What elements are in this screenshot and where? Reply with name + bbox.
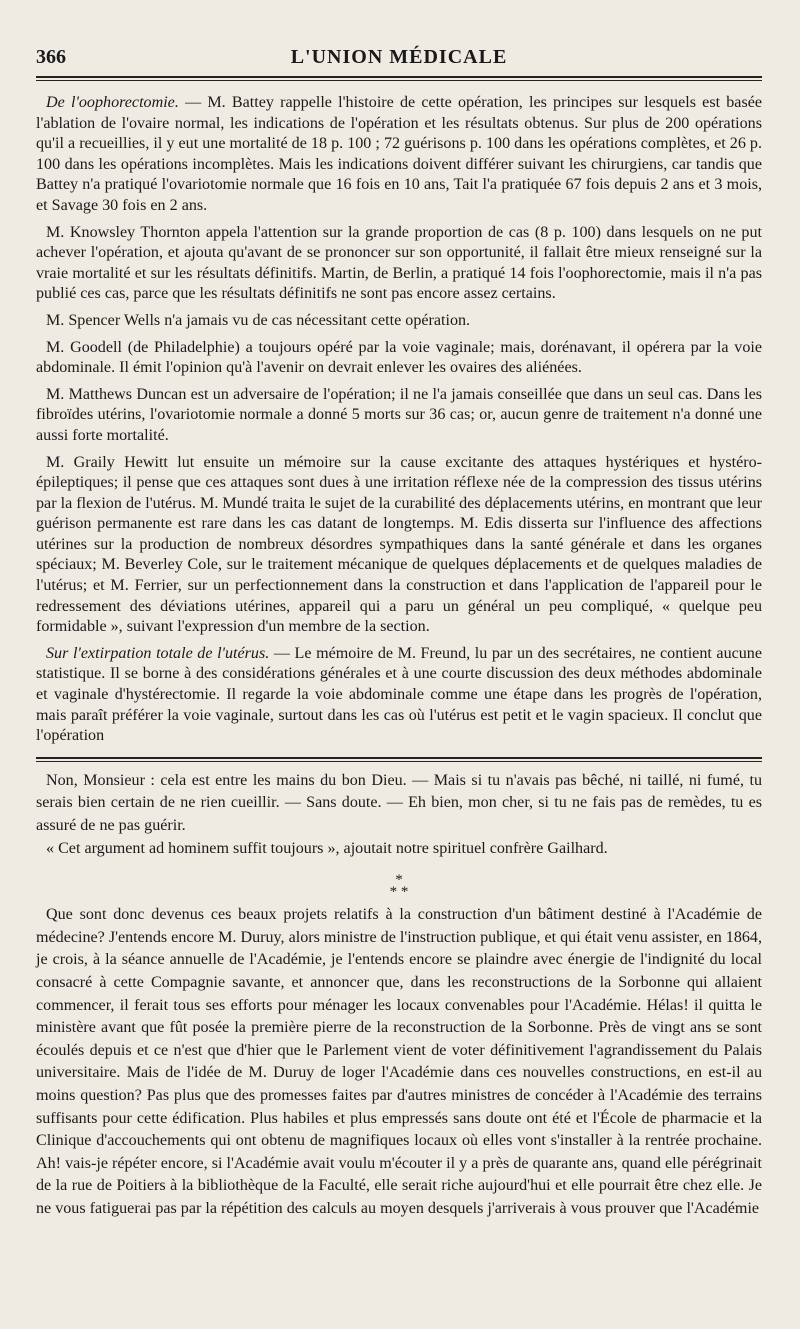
feuilleton-paragraph: Que sont donc devenus ces beaux projets relatifs à la construction d'un bâtiment destiné à l'Académie de médecine? J'entends encore M. Duruy, alors ministre de l'instruction publique, et qui était venu assister, en 1864, je crois, à la séance annuelle de l'Académie, je l'entends encore se plaindre avec énergie de l'indignité du local consacré à cette Compagnie savante, et annoncer que, dans les reconstructions de la Sorbonne qui allaient commencer, il ferait tous ses efforts pour ménager les locaux convenables pour l'Académie. Hélas! il quitta le ministère avant que fût posée la première pierre de la reconstruction de la Sorbonne. Près de vingt ans se sont écoulés depuis et ce n'est que d'hier que le Parlement vient de voter définitivement l'agrandissement du Palais universitaire. Mais de l'idée de M. Duruy de loger l'Académie dans ces nouvelles constructions, en est-il au moins question? Pas plus que des promesses faites par d'autres ministres de concéder à l'Académie des terrains suffisants pour cette édification. Plus habiles et plus empressés sans doute ont été et l'École de pharmacie et la Clinique d'accouchements qui ont obtenu de magnifiques locaux où elles vont s'installer à la rentrée prochaine. Ah! vais-je répéter encore, si l'Académie avait voulu m'écouter il y a près de quarante ans, quand elle pérégrinait de la rue de Poitiers à la bibliothèque de la Faculté, elle serait riche aujourd'hui et elle pourrait être chez elle. Je ne vous fatiguerai pas par la répétition des calculs au moyen desquels j'arriverais à vous prouver que l'Académie xyxy=(36,906,762,1217)
feuilleton-paragraph: « Cet argument ad hominem suffit toujours », ajoutait notre spirituel confrère Gailhard. xyxy=(46,839,608,857)
feuilleton-paragraph: Non, Monsieur : cela est entre les mains du bon Dieu. — Mais si tu n'avais pas bêché, ni taillé, ni fumé, tu serais bien certain de ne rien cueillir. — Sans doute. — Eh bien, mon cher, si tu ne fais pas de remèdes, tu es assuré de ne pas guérir. xyxy=(36,771,762,834)
paragraph-goodell: M. Goodell (de Philadelphie) a toujours opéré par la voie vaginale; mais, dorénavant, il opérera par la voie abdominale. Il émit l'opinion qu'à l'avenir on devrait enlever les ovaires des aliénées. xyxy=(36,338,762,377)
page-header xyxy=(36,38,762,68)
main-article xyxy=(36,93,762,747)
feuilleton xyxy=(36,770,762,1221)
asterism: * * * xyxy=(389,872,409,901)
page-number: 366 xyxy=(36,46,66,68)
header-rule xyxy=(36,76,762,81)
feuilleton-divider xyxy=(36,757,762,762)
paragraph-hewitt: M. Graily Hewitt lut ensuite un mémoire sur la cause excitante des attaques hystériques et hystéro-épileptiques; il pense que ces attaques sont dues à une irritation réflexe née de la compression des tissus utérins par la flexion de l'utérus. M. Mundé traita le sujet de la curabilité des déplacements utérins, en montrant que leur guérison permanente est rare dans les cas datant de longtemps. M. Edis disserta sur l'influence des affections utérines sur la production de nombreux désordres sympathiques dans la santé générale et dans les organes spéciaux; M. Beverley Cole, sur le traitement mécanique de quelques déplacements et de quelques maladies de l'utérus; et M. Ferrier, sur un perfectionnement dans la construction et dans l'application de l'appareil pour le redressement des déviations utérines, appareil qui a paru un général un peu compliqué, « quelque peu formidable », suivant l'expression d'un membre de la section. xyxy=(36,453,762,636)
paragraph-text: — Le mémoire de M. Freund, lu par un des secrétaires, ne contient aucune statistique. Il se borne à des considérations générales et à une courte discussion des deux méthodes abdominale et vaginale d'hystérectomie. Il regarde la voie abdominale comme une étape dans les progrès de l'opération, mais paraît préférer la voie vaginale, surtout dans les cas où l'utérus est petit et le vagin spacieux. Il conclut que l'opération xyxy=(36,644,763,745)
paragraph-text: — M. Battey rappelle l'histoire de cette opération, les principes sur lesquels est basée l'ablation de l'ovaire normal, les indications de l'opération et les résultats obtenus. Sur plus de 200 opérations qu'il a recueillies, il y eut une mortalité de 18 p. 100 ; 72 guérisons p. 100 dans les opérations complètes, et 26 p. 100 dans les opérations incomplètes. Mais les indications doivent différer suivant les chirurgiens, car tandis que Battey n'a pratiqué l'ovariotomie normale que 16 fois en 10 ans, Tait l'a pratiquée 67 fois depuis 2 ans et 3 mois, et Savage 30 fois en 2 ans. xyxy=(36,94,762,214)
paragraph-oophorectomy xyxy=(36,93,762,217)
paragraph-wells: M. Spencer Wells n'a jamais vu de cas nécessitant cette opération. xyxy=(46,311,471,329)
running-title: L'UNION MÉDICALE xyxy=(290,46,508,68)
paragraph-thornton: M. Knowsley Thornton appela l'attention sur la grande proportion de cas (8 p. 100) dans lesquels on ne put achever l'opération, et ajouta qu'avant de se prononcer sur son opportunité, il fallait être mieux renseigné sur la vraie mortalité et sur les résultats définitifs. Martin, de Berlin, a pratiqué 14 fois l'oophorectomie, mais il n'a pas publié ces cas, parce que les résultats définitifs ne sont pas encore assez certains. xyxy=(36,223,762,303)
section-heading: Sur l'extirpation totale de l'utérus. xyxy=(46,644,270,662)
paragraph-extirpation xyxy=(36,644,762,747)
paragraph-duncan: M. Matthews Duncan est un adversaire de l'opération; il ne l'a jamais conseillée que dans un seul cas. Dans les fibroïdes utérins, l'ovariotomie normale a donné 5 morts sur 36 cas; or, aucun genre de traitement n'a donné une aussi forte mortalité. xyxy=(36,385,762,444)
section-heading: De l'oophorectomie. xyxy=(46,94,179,111)
